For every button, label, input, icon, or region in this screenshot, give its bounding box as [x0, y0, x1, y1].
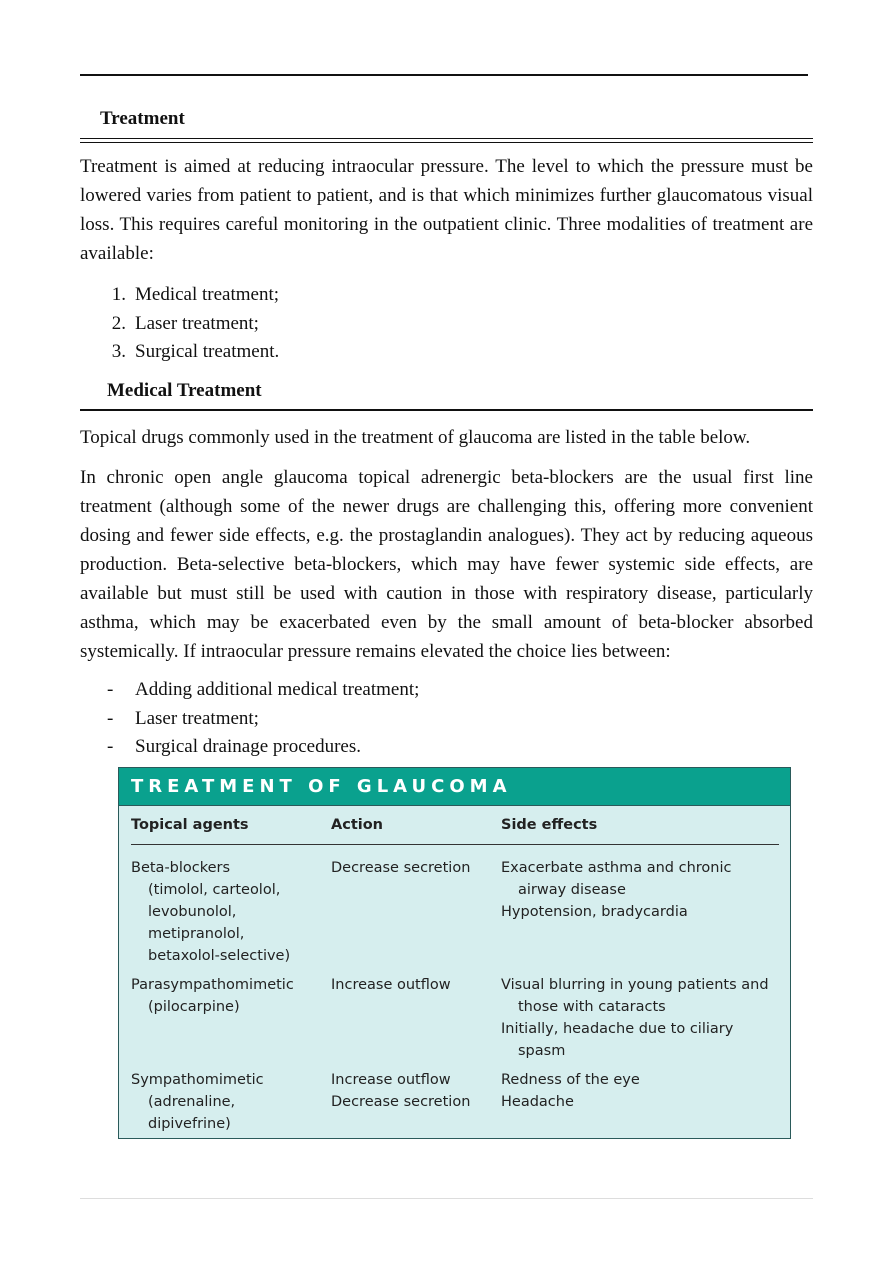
- cell-line: (adrenaline,: [148, 1094, 236, 1110]
- cell-line: Sympathomimetic: [131, 1072, 264, 1088]
- list-marker: 2.: [111, 312, 126, 334]
- list-item: [80, 676, 419, 705]
- list-item: [80, 338, 279, 367]
- table-title: TREATMENT OF GLAUCOMA: [119, 768, 790, 806]
- subsection-heading: Medical Treatment: [107, 380, 262, 401]
- table-cell-effects: [501, 857, 731, 923]
- cell-line: levobunolol,: [148, 904, 237, 920]
- paragraph-2: Topical drugs commonly used in the treatment of glaucoma are listed in the table below.: [80, 427, 751, 448]
- cell-line: Redness of the eye: [501, 1072, 640, 1088]
- table-cell-action: [331, 1069, 470, 1113]
- table-header-rule: [131, 844, 779, 845]
- cell-line: Increase outflow: [331, 1072, 451, 1088]
- cell-line: (pilocarpine): [148, 999, 240, 1015]
- list-item-text: Laser treatment;: [135, 312, 259, 334]
- column-header-side-effects: Side effects: [501, 817, 598, 833]
- cell-line: Increase outflow: [331, 977, 451, 993]
- cell-line: spasm: [518, 1043, 566, 1059]
- list-marker: 1.: [111, 284, 126, 305]
- footer-rule: [80, 1198, 813, 1199]
- section-heading: Treatment: [100, 108, 185, 129]
- top-rule: [80, 74, 808, 76]
- cell-line: Decrease secretion: [331, 860, 471, 876]
- cell-line: Beta-blockers: [131, 860, 231, 876]
- cell-line: Visual blurring in young patients and: [501, 977, 769, 993]
- list-item-text: Adding additional medical treatment;: [135, 679, 420, 700]
- glaucoma-treatment-table: [118, 767, 791, 1139]
- list-item-text: Medical treatment;: [135, 284, 280, 305]
- list-item-text: Laser treatment;: [135, 707, 259, 729]
- table-cell-agent: [131, 974, 294, 1018]
- cell-line: Initially, headache due to ciliary: [501, 1021, 734, 1037]
- list-item: [80, 705, 419, 734]
- list-marker: 3.: [111, 341, 126, 362]
- cell-line: Hypotension, bradycardia: [501, 904, 688, 920]
- intro-paragraph: Treatment is aimed at reducing intraocular pressure. The level to which the pressure must be lowered varies from patient to patient, and is that which minimizes further glaucomatous visual loss. This requires careful monitoring in the outpatient clinic. Three modalities of treatment are available:: [80, 156, 813, 264]
- cell-line: Exacerbate asthma and chronic: [501, 860, 732, 876]
- cell-line: Decrease secretion: [331, 1094, 471, 1110]
- table-cell-agent: [131, 1069, 264, 1135]
- list-item-text: Surgical treatment.: [135, 341, 280, 362]
- modalities-list: [80, 281, 279, 367]
- list-marker: -: [107, 736, 114, 757]
- options-list: [80, 676, 419, 762]
- list-marker: -: [107, 679, 114, 700]
- column-header-action: Action: [331, 817, 384, 833]
- cell-line: (timolol, carteolol,: [148, 882, 281, 898]
- list-item: [80, 310, 279, 339]
- cell-line: dipivefrine): [148, 1116, 231, 1132]
- single-rule: [80, 409, 813, 411]
- table-cell-effects: [501, 974, 769, 1062]
- list-item-text: Surgical drainage procedures.: [135, 736, 361, 757]
- table-cell-action: [331, 857, 470, 879]
- list-item: [80, 281, 279, 310]
- cell-line: betaxolol-selective): [148, 948, 291, 964]
- table-cell-action: [331, 974, 451, 996]
- paragraph-3: In chronic open angle glaucoma topical adrenergic beta-blockers are the usual first line treatment (although some of the newer drugs are challenging this, offering more convenient dosing and fewer side effects, e.g. the prostaglandin analogues). They act by reducing aqueous production. Beta-selective beta-blockers, which may have fewer systemic side effects, are available but must still be used with caution in those with respiratory disease, particularly asthma, which may be exacerbated even by the small amount of beta-blocker absorbed systemically. If intraocular pressure remains elevated the choice lies between:: [80, 467, 813, 662]
- column-header-agents: Topical agents: [131, 817, 249, 833]
- list-marker: -: [107, 707, 114, 729]
- cell-line: Parasympathomimetic: [131, 977, 294, 993]
- table-cell-agent: [131, 857, 290, 967]
- double-rule: [80, 138, 813, 143]
- cell-line: those with cataracts: [518, 999, 666, 1015]
- table-cell-effects: [501, 1069, 640, 1113]
- cell-line: metipranolol,: [148, 926, 245, 942]
- list-item: [80, 733, 419, 762]
- cell-line: airway disease: [518, 882, 626, 898]
- cell-line: Headache: [501, 1094, 574, 1110]
